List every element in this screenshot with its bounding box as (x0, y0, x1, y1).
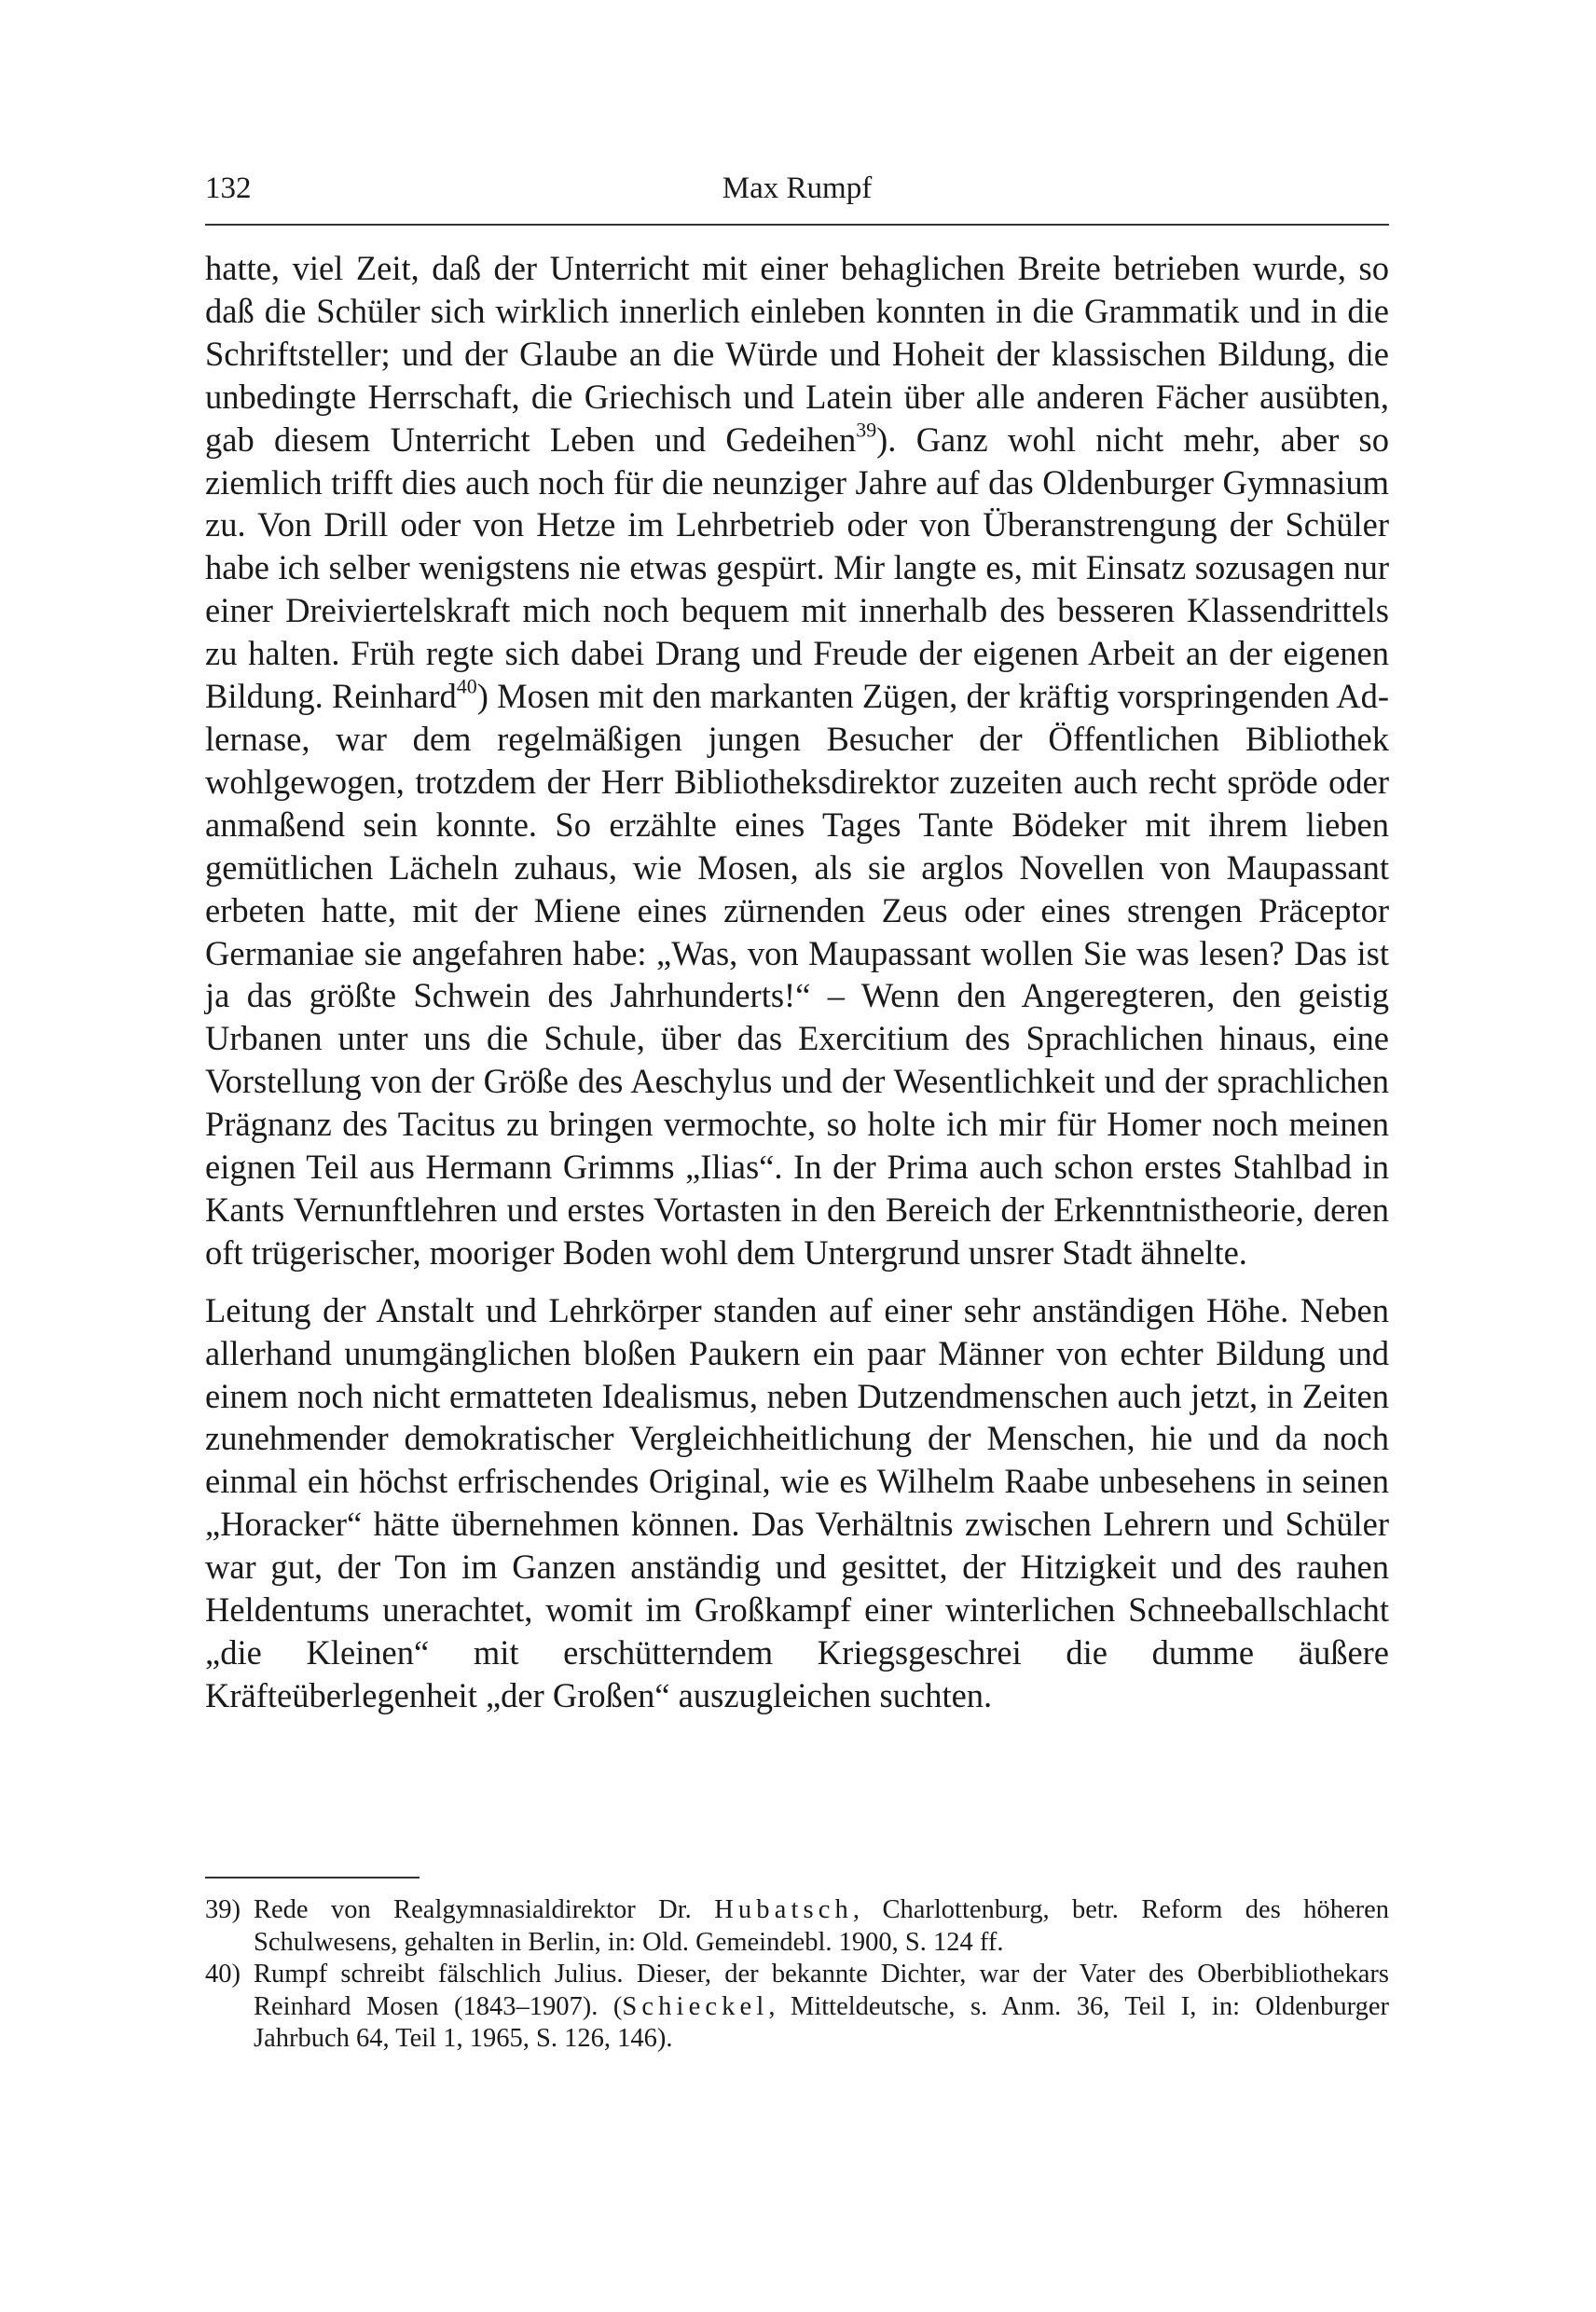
footnote-40 (205, 1959, 1389, 2056)
footnote-rule (205, 1877, 420, 1878)
paragraph-1-part-c: ) Mosen mit den markanten Zügen, der kräftig vorspringenden Adlernase, war dem regelmäßigen jungen Besucher der Öffentlichen Bibliothek wohlgewogen, trotzdem der Herr Bibliotheksdirektor zuzeiten auch recht spröde oder anmaßend sein konnte. So erzählte eines Tages Tante Bödeker mit ihrem lieben gemütlichen Lächeln zuhaus, wie Mosen, als sie arglos Novellen von Maupassant erbeten hatte, mit der Miene eines zürnenden Zeus oder eines strengen Präceptor Germaniae sie angefahren habe: „Was, von Maupassant wollen Sie was lesen? Das ist ja das größte Schwein des Jahrhunderts!“ – Wenn den Angeregteren, den geistig Urbanen unter uns die Schule, über das Exercitium des Sprachlichen hinaus, eine Vorstellung von der Größe des Aeschylus und der Wesentlichkeit und der sprachlichen Prägnanz des Tacitus zu bringen vermochte, so holte ich mir für Homer noch meinen eignen Teil aus Hermann Grimms „Ilias“. In der Prima auch schon erstes Stahlbad in Kants Vernunftlehren und erstes Vortasten in den Bereich der Erkenntnistheorie, deren oft trügerischer, mooriger Boden wohl dem Untergrund unsrer Stadt ähnelte. (205, 677, 1390, 1272)
footnote-mark: 39) (205, 1895, 241, 1924)
body-text (205, 247, 1389, 1717)
footnote-text: Rede von Realgymnasialdirektor Dr. (254, 1895, 715, 1924)
running-title: Max Rumpf (722, 172, 873, 205)
paragraph-1-part-a: hatte, viel Zeit, daß der Unterricht mit einer behaglichen Breite betrieben wurde, so daß die Schüler sich wirklich innerlich einleben konnten in die Grammatik und in die Schriftsteller; und der Glaube an die Würde und Hoheit der klassischen Bildung, die unbedingte Herrschaft, die Griechisch und Latein über alle anderen Fächer ausübten, gab diesem Unterricht Leben und Gedeihen (205, 249, 1389, 459)
footnote-author-name: Schieckel (622, 1991, 769, 2021)
footnote-mark: 40) (205, 1960, 241, 1989)
book-page (205, 158, 1390, 2053)
footnote-text: , Charlottenburg, betr. Reform des höheren Schulwesens, gehalten in Berlin, in: Old. Gemeindebl. 1900, S. 124 ff. (254, 1895, 1389, 1957)
footnote-author-name: Hubatsch (714, 1895, 853, 1924)
footnote-39 (205, 1894, 1389, 1959)
page-number: 132 (205, 172, 252, 205)
paragraph-1-part-b: ). Ganz wohl nicht mehr, aber so ziemlich trifft dies auch noch für die neunziger Jahre auf das Oldenburger Gymnasium zu. Von Drill oder von Hetze im Lehrbetrieb oder von Überanstrengung der Schüler habe ich selber wenigstens nie etwas gespürt. Mir langte es, mit Einsatz sozusagen nur einer Dreiviertelskraft mich noch bequem mit innerhalb des besseren Klassendrittels zu halten. Früh regte sich dabei Drang und Freude der eigenen Arbeit an der eigenen Bildung. Reinhard (205, 420, 1389, 716)
footnotes (205, 1894, 1389, 2056)
footnote-ref-39[interactable]: 39 (856, 418, 877, 442)
paragraph-1 (205, 247, 1389, 1274)
footnote-text: , Mitteldeutsche, s. Anm. 36, Teil I, in: Oldenburger Jahrbuch 64, Teil 1, 1965, S. 126, 146). (254, 1991, 1389, 2053)
paragraph-2: Leitung der Anstalt und Lehrkörper standen auf einer sehr anständigen Höhe. Neben allerhand unumgänglichen bloßen Paukern ein paar Männer von echter Bildung und einem noch nicht ermatteten Idealismus, neben Dutzendmenschen auch jetzt, in Zeiten zunehmender demokratischer Vergleichheitlichung der Menschen, hie und da noch einmal ein höchst erfrischendes Original, wie es Wilhelm Raabe unbesehens in seinen „Horacker“ hätte übernehmen können. Das Verhältnis zwischen Lehrern und Schüler war gut, der Ton im Ganzen anständig und gesittet, der Hitzigkeit und des rauhen Heldentums unerachtet, womit im Großkampf einer winterlichen Schneeballschlacht „die Kleinen“ mit erschütterndem Kriegsgeschrei die dumme äußere Kräfteüberlegenheit „der Großen“ auszugleichen suchten. (205, 1290, 1389, 1714)
running-header (205, 158, 1389, 214)
header-rule (205, 224, 1389, 226)
footnote-ref-40[interactable]: 40 (456, 674, 477, 698)
footnote-text: Rumpf schreibt fälschlich Julius. Dieser, der bekannte Dichter, war der Vater des Oberbibliothekars Reinhard Mosen (1843–1907). ( (254, 1960, 1389, 2021)
